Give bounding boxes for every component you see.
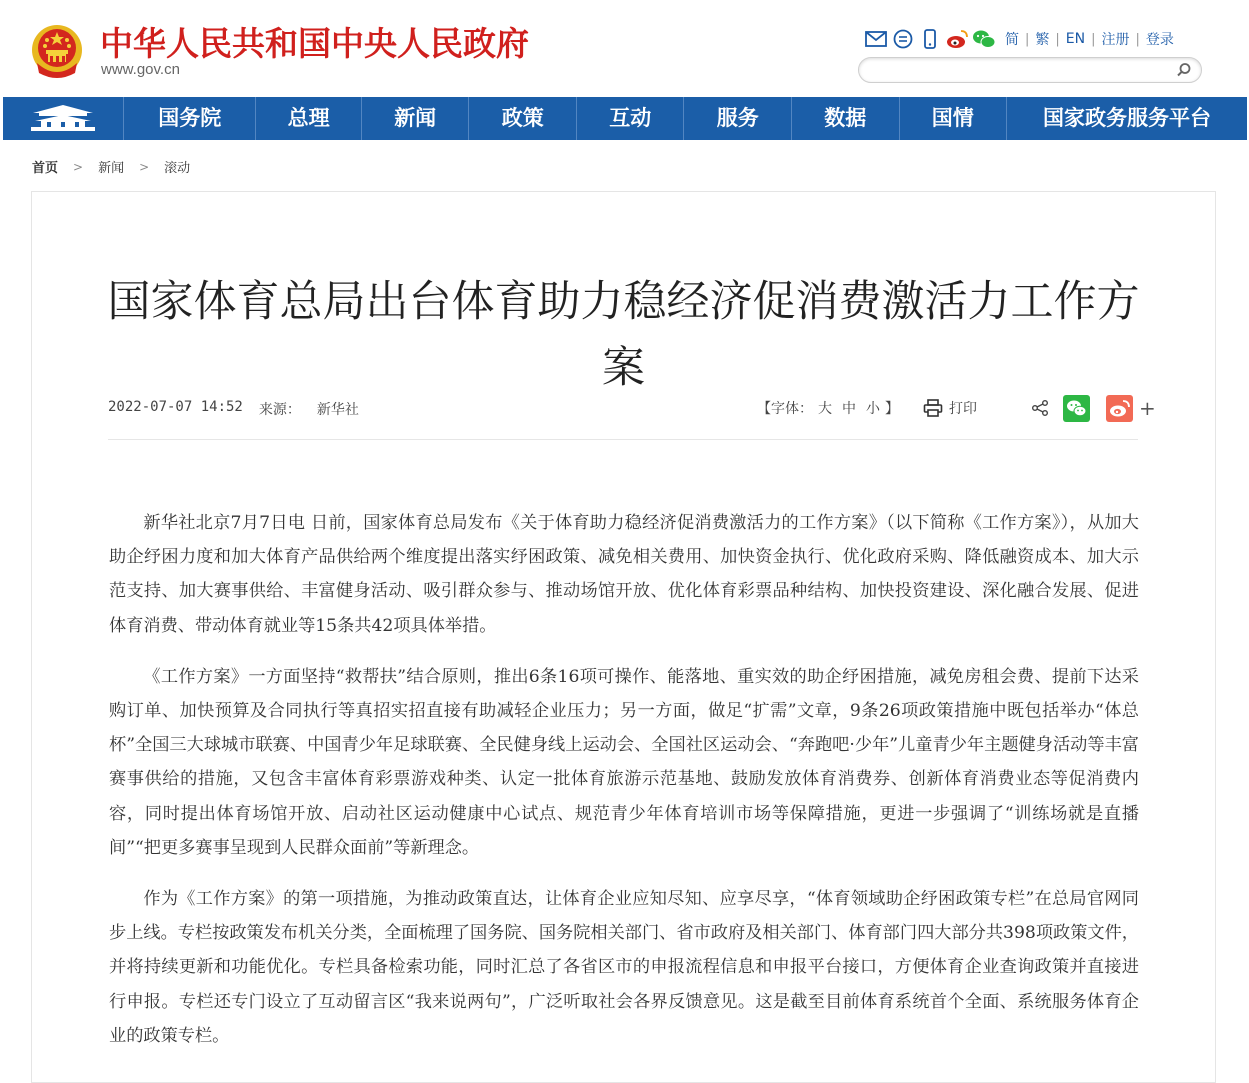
share-weibo-button[interactable]	[1106, 395, 1133, 422]
font-size-medium[interactable]: 中	[842, 401, 856, 417]
separator: |	[1025, 31, 1030, 47]
printer-icon	[923, 399, 943, 417]
search-box	[858, 57, 1202, 83]
font-size-large[interactable]: 大	[818, 401, 832, 417]
mail-icon[interactable]	[864, 28, 888, 50]
tiananmen-icon	[3, 97, 123, 140]
nav-interaction[interactable]: 互动	[577, 97, 685, 140]
lang-simplified-link[interactable]: 简	[1005, 32, 1019, 48]
nav-state-council[interactable]: 国务院	[124, 97, 256, 140]
nav-premier[interactable]: 总理	[256, 97, 362, 140]
nav-national-info[interactable]: 国情	[900, 97, 1008, 140]
mobile-icon[interactable]	[918, 28, 942, 50]
breadcrumb-rolling[interactable]: 滚动	[164, 161, 191, 176]
register-link[interactable]: 注册	[1101, 32, 1130, 48]
nav-services[interactable]: 服务	[684, 97, 792, 140]
breadcrumb	[32, 157, 190, 176]
wechat-icon	[1063, 395, 1090, 422]
paragraph: 作为《工作方案》的第一项措施，为推动政策直达，让体育企业应知尽知、应享尽享，“体育领域助企纾困政策专栏”在总局官网同步上线。专栏按政策发布机关分类，全面梳理了国务院、国务院相关部门、省市政府及相关部门、体育部门四大部分共398项政策文件，并将持续更新和功能优化。专栏具备检索功能，同时汇总了各省区市的申报流程信息和申报平台接口，方便体育企业查询政策并直接进行申报。专栏还专门设立了互动留言区“我来说两句”，广泛听取社会各界反馈意见。这是截至目前体育系统首个全面、系统服务体育企业的政策专栏。	[109, 889, 1139, 1046]
wechat-icon[interactable]	[972, 28, 996, 50]
site-url[interactable]: www.gov.cn	[101, 61, 180, 78]
message-icon[interactable]	[891, 28, 915, 50]
lang-traditional-link[interactable]: 繁	[1035, 32, 1050, 48]
source-name: 新华社	[316, 402, 359, 418]
print-label: 打印	[949, 401, 977, 417]
publish-date: 2022-07-07 14:52	[108, 399, 243, 415]
nav-gov-service-platform[interactable]: 国家政务服务平台	[1042, 106, 1211, 130]
nav-news[interactable]: 新闻	[362, 97, 470, 140]
article-title: 国家体育总局出台体育助力稳经济促消费激活力工作方案	[107, 276, 1140, 393]
national-emblem-icon[interactable]	[29, 23, 85, 81]
paragraph: 《工作方案》一方面坚持“救帮扶”结合原则，推出6条16项可操作、能落地、重实效的助企纾困措施，减免房租会费、提前下达采购订单、加快预算及合同执行等真招实招直接有助减轻企业压力；另一方面，做足“扩需”文章，9条26项政策措施中既包括举办“体总杯”全国三大球城市联赛、中国青少年足球联赛、全民健身线上运动会、全国社区运动会、“奔跑吧·少年”儿童青少年主题健身活动等丰富赛事供给的措施，又包含丰富体育彩票游戏种类、认定一批体育旅游示范基地、鼓励发放体育消费券、创新体育消费业态等促消费内容，同时提出体育场馆开放、启动社区运动健康中心试点、规范青少年体育培训市场等保障措施，更进一步强调了“训练场就是直播间”“把更多赛事呈现到人民群众面前”等新理念。	[109, 666, 1139, 858]
search-icon[interactable]	[1175, 61, 1193, 79]
search-input[interactable]	[871, 60, 1165, 80]
chevron-right-icon: >	[139, 159, 150, 174]
nav-data[interactable]: 数据	[792, 97, 900, 140]
lang-english-link[interactable]: EN	[1065, 31, 1086, 47]
source-label: 来源：	[258, 402, 301, 418]
article-body	[109, 506, 1139, 1070]
article-meta	[108, 399, 359, 419]
weibo-icon	[1106, 395, 1133, 422]
breadcrumb-home[interactable]: 首页	[32, 161, 59, 176]
main-nav	[3, 97, 1247, 140]
share-icon[interactable]	[1031, 399, 1049, 417]
weibo-icon[interactable]	[945, 28, 969, 50]
font-size-label: 【字体：	[757, 401, 813, 417]
font-size-small[interactable]: 小	[866, 401, 880, 417]
article-container	[31, 191, 1216, 1083]
paragraph: 新华社北京7月7日电 日前，国家体育总局发布《关于体育助力稳经济促消费激活力的工作方案》（以下简称《工作方案》），从加大助企纾困力度和加大体育产品供给两个维度提出落实纾困政策、减免相关费用、加快资金执行、优化政府采购、降低融资成本、加大示范支持、加大赛事供给、丰富健身活动、吸引群众参与、推动场馆开放、优化体育彩票品种结构、加快投资建设、深化融合发展、促进体育消费、带动体育就业等15条共42项具体举措。	[109, 513, 1139, 636]
more-share-button[interactable]: +	[1139, 396, 1156, 420]
meta-divider	[108, 439, 1138, 440]
separator: |	[1091, 31, 1096, 47]
login-link[interactable]: 登录	[1145, 32, 1174, 48]
chevron-right-icon: >	[73, 159, 84, 174]
breadcrumb-news[interactable]: 新闻	[98, 161, 125, 176]
nav-policy[interactable]: 政策	[469, 97, 577, 140]
print-button[interactable]	[923, 398, 977, 418]
separator: |	[1135, 31, 1140, 47]
font-size-close: 】	[885, 401, 899, 417]
separator: |	[1055, 31, 1060, 47]
header-tools	[864, 27, 1180, 51]
share-wechat-button[interactable]	[1063, 395, 1090, 422]
site-header	[0, 0, 1249, 97]
nav-home-button[interactable]	[3, 97, 124, 140]
site-title[interactable]: 中华人民共和国中央人民政府	[100, 24, 529, 63]
article-tools	[757, 395, 1156, 421]
